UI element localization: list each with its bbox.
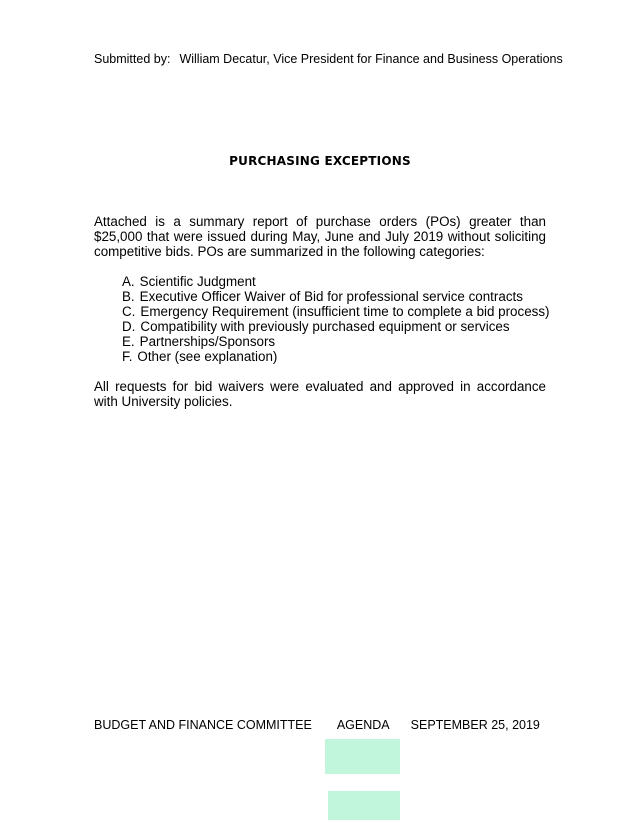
footer-agenda: AGENDA — [336, 718, 390, 732]
page-footer — [94, 718, 540, 732]
highlight-box-lower — [328, 791, 400, 820]
list-item-letter: E. — [122, 334, 135, 349]
list-item — [122, 334, 550, 349]
page-title: PURCHASING EXCEPTIONS — [229, 154, 411, 168]
submitted-by-line — [94, 52, 563, 66]
list-item-text: Emergency Requirement (insufficient time to complete a bid process) — [140, 304, 550, 319]
footer-date: SEPTEMBER 25, 2019 — [410, 718, 540, 732]
highlight-box-upper — [325, 739, 400, 774]
list-item-letter: C. — [122, 304, 136, 319]
submitted-by-label: Submitted by: — [94, 52, 171, 66]
list-item-letter: F. — [122, 349, 133, 364]
footer-committee: BUDGET AND FINANCE COMMITTEE — [94, 718, 312, 732]
list-item-text: Executive Officer Waiver of Bid for professional service contracts — [139, 289, 523, 304]
list-item-letter: D. — [122, 319, 136, 334]
list-item — [122, 274, 550, 289]
list-item — [122, 319, 550, 334]
submitted-by-name: William Decatur, Vice President for Finance and Business Operations — [179, 52, 563, 66]
intro-paragraph: Attached is a summary report of purchase orders (POs) greater than $25,000 that were issued during May, June and July 2019 without soliciting competitive bids. POs are summarized in the following categories: — [94, 214, 546, 259]
list-item-letter: A. — [122, 274, 135, 289]
list-item — [122, 349, 550, 364]
list-item-text: Compatibility with previously purchased equipment or services — [140, 319, 510, 334]
list-item — [122, 304, 550, 319]
list-item-text: Scientific Judgment — [139, 274, 256, 289]
list-item-letter: B. — [122, 289, 135, 304]
category-list — [122, 274, 550, 364]
list-item — [122, 289, 550, 304]
list-item-text: Other (see explanation) — [137, 349, 278, 364]
closing-paragraph: All requests for bid waivers were evaluated and approved in accordance with University policies. — [94, 379, 546, 409]
list-item-text: Partnerships/Sponsors — [139, 334, 276, 349]
